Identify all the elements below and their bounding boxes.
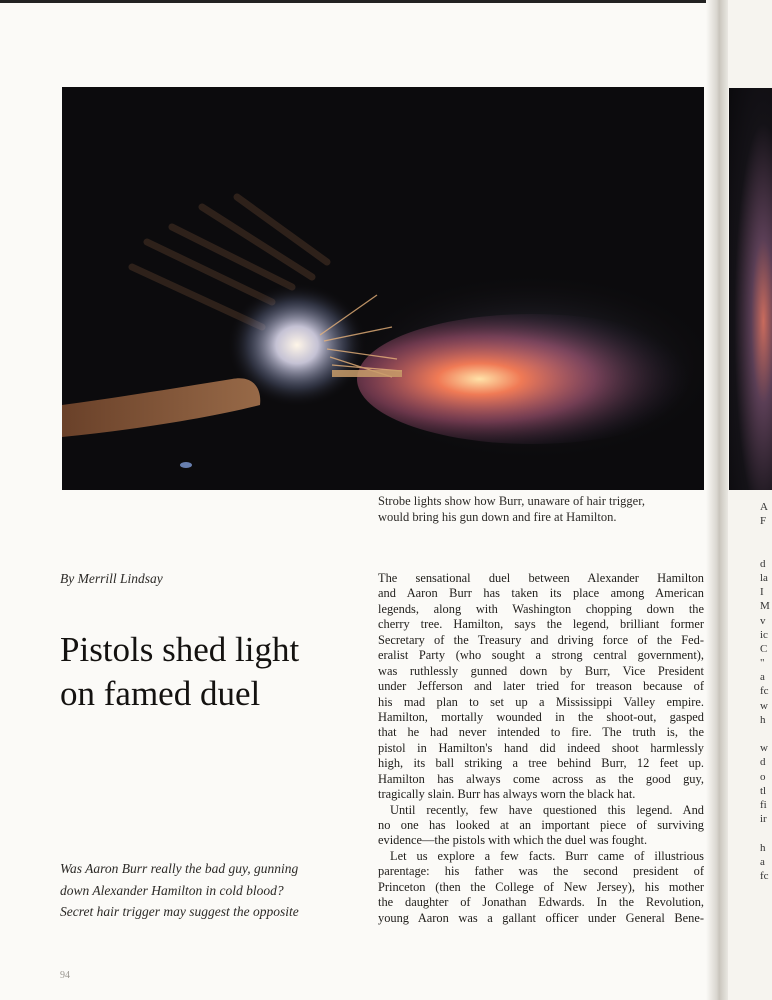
body-line: Let us explore a few facts. Burr came of illustrious (390, 848, 704, 863)
next-page-fragment: M (760, 600, 770, 613)
next-page-fragment: d (760, 557, 766, 570)
page-gutter (706, 0, 730, 1000)
deck-line: down Alexander Hamilton in cold blood? (60, 882, 284, 898)
next-page-fragment: d (760, 756, 766, 769)
next-page-fragment: C (760, 642, 768, 655)
next-page-fragment: o (760, 770, 766, 783)
next-page-fragment: I (760, 586, 764, 599)
body-line: Hamilton, mortally wounded in the shoot-out, gasped (378, 709, 704, 724)
next-page-fragment: h (760, 841, 766, 854)
page-number: 94 (60, 970, 70, 981)
body-line: tragically slain. Burr has always worn the black hat. (378, 787, 636, 802)
next-page-fragment: w (760, 742, 768, 755)
next-page-fragment: fi (760, 798, 767, 811)
headline-line: Pistols shed light (60, 630, 300, 669)
headline (60, 628, 360, 716)
next-page-fragment (760, 826, 772, 840)
body-line: and Aaron Burr has taken its place among American (378, 586, 704, 601)
body-line: legends, along with Washington chopping down the (378, 601, 704, 616)
body-line: was ruthlessly gunned down by Burr, Vice President (378, 663, 704, 678)
next-page-fragment (760, 528, 772, 542)
next-page-fragment: a (760, 671, 765, 684)
next-page-fragment: F (760, 515, 767, 528)
next-page-fragment: w (760, 699, 768, 712)
body-line: young Aaron was a gallant officer under General Bene- (378, 910, 704, 925)
next-page-fragment: fc (760, 685, 769, 698)
next-page-fragment: fc (760, 869, 769, 882)
body-line: high, its ball striking a tree behind Burr, 12 feet up. (378, 756, 704, 771)
deck-line: Was Aaron Burr really the bad guy, gunning (60, 861, 299, 876)
next-page-fragment (760, 727, 772, 741)
next-page-fragment: " (760, 657, 765, 670)
body-line: no one has looked at an important piece of surviving (378, 818, 704, 832)
next-page-fragment: ic (760, 628, 768, 641)
body-line: evidence—the pistols with which the duel was fought. (378, 833, 648, 848)
body-line: cherry tree. Hamilton, says the legend, brilliant former (378, 617, 704, 632)
body-line: under Jefferson and later tried for treason because of (378, 679, 704, 694)
duel-photo (62, 87, 704, 490)
next-page-fragment: v (760, 614, 766, 627)
next-page-photo (729, 88, 772, 490)
headline-line: on famed duel (60, 674, 261, 713)
deck-line: Secret hair trigger may suggest the opposite (60, 904, 299, 919)
next-page-fragment (760, 543, 772, 557)
body-line: Princeton (then the College of New Jersey), his mother (378, 879, 704, 894)
body-line: eralist Party (who sought a strong central government), (378, 648, 704, 663)
next-page-fragment: A (760, 501, 768, 513)
caption-line: would bring his gun down and fire at Hamilton. (378, 509, 617, 524)
body-line: that he had never intended to fire. The truth is, the (378, 725, 704, 740)
next-page-text (760, 500, 772, 883)
byline: By Merrill Lindsay (60, 571, 163, 586)
page-top-edge (0, 0, 772, 3)
body-line: the daughter of Jonathan Edwards. In the Revolution, (378, 895, 704, 910)
next-page-fragment: ir (760, 813, 767, 826)
article-body (378, 571, 704, 926)
photo-caption (378, 494, 706, 525)
strobe-pistol-image (62, 87, 704, 490)
next-page-fragment: a (760, 855, 765, 868)
next-page-fragment: la (760, 571, 768, 584)
next-page-fragment: tl (760, 784, 767, 797)
body-line: Hamilton has always come across as the good guy, (378, 771, 704, 786)
body-line: parentage: his father was the second president of (378, 864, 704, 879)
body-line: The sensational duel between Alexander Hamilton (378, 571, 704, 585)
body-line: Until recently, few have questioned this legend. And (390, 802, 704, 817)
body-line: his mad plan to set up a Mississippi Valley empire. (378, 694, 704, 709)
body-line: Secretary of the Treasury and driving force of the Fed- (378, 632, 704, 647)
next-page-fragment: h (760, 713, 766, 726)
deck (60, 858, 360, 923)
body-line: pistol in Hamilton's hand did indeed shoot harmlessly (378, 740, 704, 755)
caption-line: Strobe lights show how Burr, unaware of hair trigger, (378, 494, 645, 508)
